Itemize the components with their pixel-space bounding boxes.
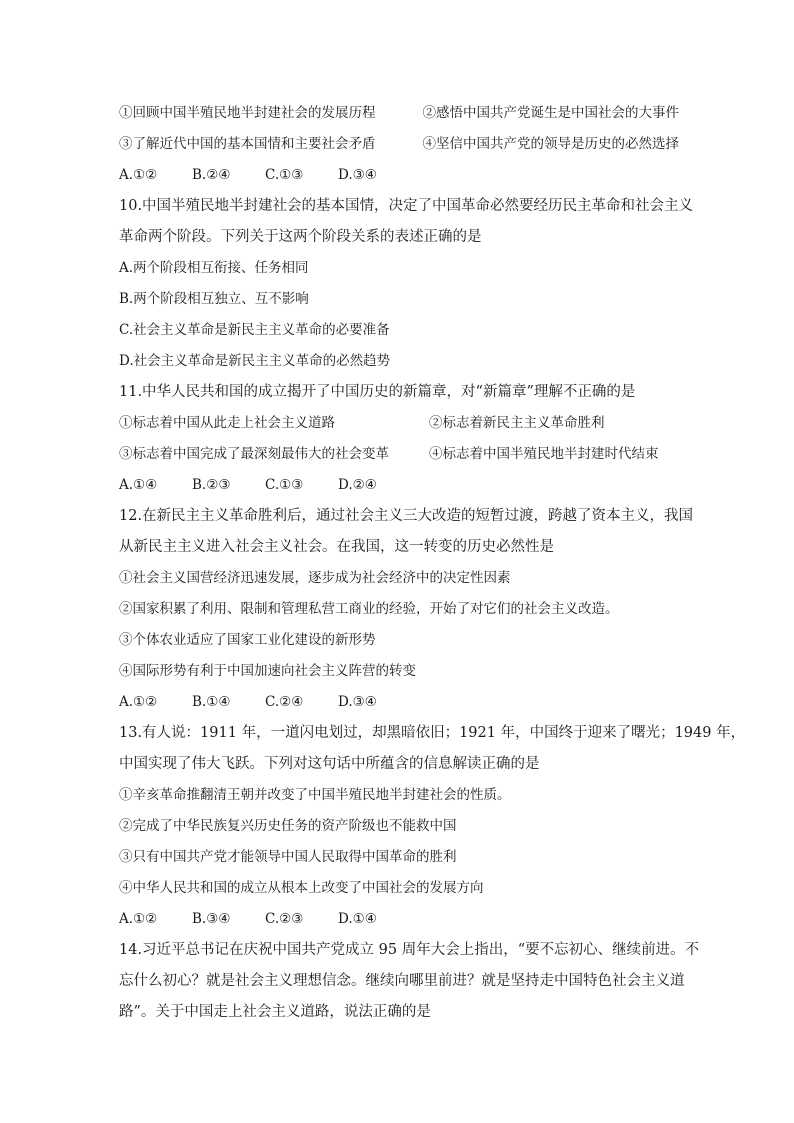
q10-stem-line-2: 革命两个阶段。下列关于这两个阶段关系的表述正确的是 bbox=[119, 229, 482, 245]
q12-answers bbox=[119, 687, 679, 718]
q9-answer-a: A.①② bbox=[119, 167, 158, 183]
q13-answer-d: D.①④ bbox=[338, 911, 377, 927]
q12-answer-c: C.②④ bbox=[265, 694, 304, 710]
q11-answer-a: A.①④ bbox=[119, 477, 158, 493]
q11-answer-b: B.②③ bbox=[192, 477, 231, 493]
q10-choice-d: D.社会主义革命是新民主主义革命的必然趋势 bbox=[119, 353, 391, 369]
q13-option-2: ②完成了中华民族复兴历史任务的资产阶级也不能救中国 bbox=[119, 818, 457, 834]
q14-stem-line-2: 忘什么初心？就是社会主义理想信念。继续向哪里前进？就是坚持走中国特色社会主义道 bbox=[119, 973, 685, 989]
q11-option-3: ③标志着中国完成了最深刻最伟大的社会变革 bbox=[119, 446, 389, 462]
q11-option-2: ②标志着新民主主义革命胜利 bbox=[429, 415, 605, 431]
q11-answer-d: D.②④ bbox=[338, 477, 377, 493]
q11-option-1: ①标志着中国从此走上社会主义道路 bbox=[119, 415, 335, 431]
q9-answer-b: B.②④ bbox=[192, 167, 231, 183]
q11-options-row-1 bbox=[119, 408, 679, 439]
q12-stem-line-2: 从新民主主义进入社会主义社会。在我国，这一转变的历史必然性是 bbox=[119, 539, 554, 555]
q12-answer-d: D.③④ bbox=[338, 694, 377, 710]
q13-answers bbox=[119, 904, 679, 935]
q9-option-1: ①回顾中国半殖民地半封建社会的发展历程 bbox=[119, 105, 376, 121]
q13-answer-b: B.③④ bbox=[192, 911, 231, 927]
q10-choice-a: A.两个阶段相互衔接、任务相同 bbox=[119, 260, 309, 276]
exam-page bbox=[119, 98, 746, 1028]
q9-answer-c: C.①③ bbox=[265, 167, 304, 183]
q13-stem-line-1: 13.有人说：1911 年，一道闪电划过，却黑暗依旧；1921 年，中国终于迎来了曙光；1949 年， bbox=[119, 725, 746, 741]
q9-option-2: ②感悟中国共产党诞生是中国社会的大事件 bbox=[422, 105, 679, 121]
q14-stem-line-3: 路”。关于中国走上社会主义道路，说法正确的是 bbox=[119, 1004, 431, 1020]
q11-options-row-2 bbox=[119, 439, 679, 470]
q13-answer-a: A.①② bbox=[119, 911, 158, 927]
q9-answer-d: D.③④ bbox=[338, 167, 377, 183]
q10-choice-c: C.社会主义革命是新民主主义革命的必要准备 bbox=[119, 322, 390, 338]
q11-option-4: ④标志着中国半殖民地半封建时代结束 bbox=[429, 446, 659, 462]
q12-option-3: ③个体农业适应了国家工业化建设的新形势 bbox=[119, 632, 376, 648]
q10-stem-line-1: 10.中国半殖民地半封建社会的基本国情，决定了中国革命必然要经历民主革命和社会主义 bbox=[119, 198, 694, 214]
q13-option-1: ①辛亥革命推翻清王朝并改变了中国半殖民地半封建社会的性质。 bbox=[119, 787, 511, 803]
q11-answers bbox=[119, 470, 679, 501]
q13-option-3: ③只有中国共产党才能领导中国人民取得中国革命的胜利 bbox=[119, 849, 457, 865]
q13-option-4: ④中华人民共和国的成立从根本上改变了中国社会的发展方向 bbox=[119, 880, 484, 896]
q13-stem-line-2: 中国实现了伟大飞跃。下列对这句话中所蕴含的信息解读正确的是 bbox=[119, 756, 540, 772]
q12-stem-line-1: 12.在新民主主义革命胜利后，通过社会主义三大改造的短暂过渡，跨越了资本主义，我国 bbox=[119, 508, 694, 524]
q12-answer-a: A.①② bbox=[119, 694, 158, 710]
q14-stem-line-1: 14.习近平总书记在庆祝中国共产党成立 95 周年大会上指出，“要不忘初心、继续前进。不 bbox=[119, 942, 700, 958]
q12-option-1: ①社会主义国营经济迅速发展，逐步成为社会经济中的决定性因素 bbox=[119, 570, 511, 586]
q12-option-2: ②国家积累了利用、限制和管理私营工商业的经验，开始了对它们的社会主义改造。 bbox=[119, 601, 619, 617]
q11-stem-line-1: 11.中华人民共和国的成立揭开了中国历史的新篇章，对“新篇章”理解不正确的是 bbox=[119, 384, 636, 400]
q11-answer-c: C.①③ bbox=[265, 477, 304, 493]
q10-choice-b: B.两个阶段相互独立、互不影响 bbox=[119, 291, 309, 307]
q9-option-4: ④坚信中国共产党的领导是历史的必然选择 bbox=[422, 136, 679, 152]
q9-answers bbox=[119, 160, 679, 191]
q9-options-row-1 bbox=[119, 98, 679, 129]
q12-option-4: ④国际形势有利于中国加速向社会主义阵营的转变 bbox=[119, 663, 416, 679]
q9-options-row-2 bbox=[119, 129, 679, 160]
q12-answer-b: B.①④ bbox=[192, 694, 231, 710]
q9-option-3: ③了解近代中国的基本国情和主要社会矛盾 bbox=[119, 136, 376, 152]
q13-answer-c: C.②③ bbox=[265, 911, 304, 927]
